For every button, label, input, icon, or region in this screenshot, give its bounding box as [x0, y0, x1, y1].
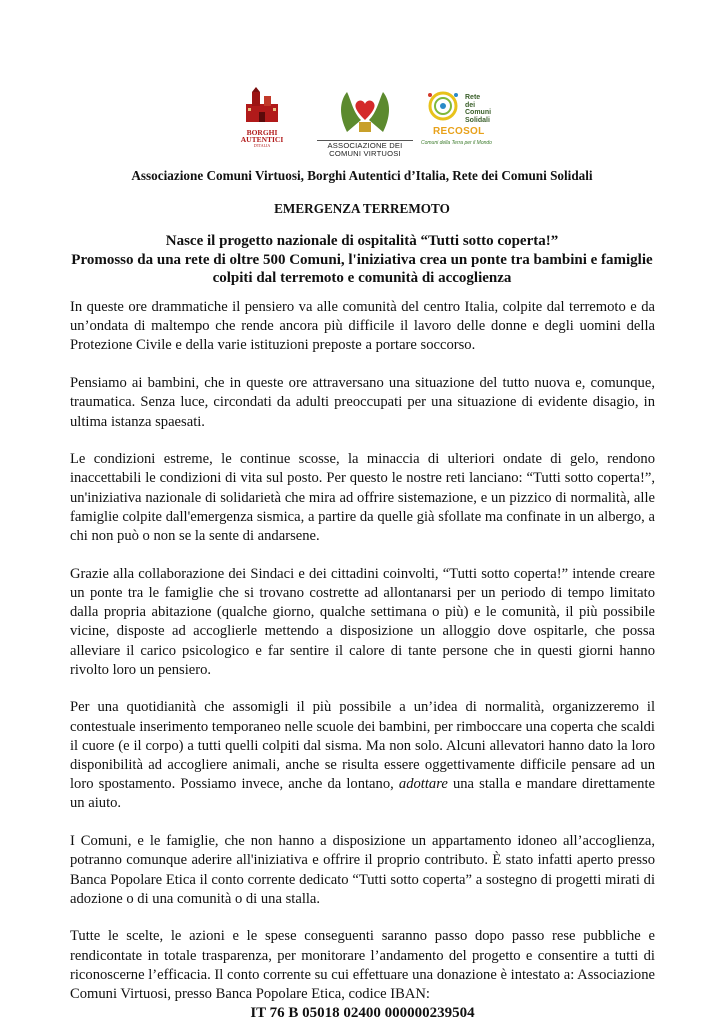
recosol-line3: Solidali — [465, 116, 490, 124]
paragraph-5-start: Per una quotidianità che assomigli il più possibile a un’idea di normalità, organizzeremo il contestuale inserimento temporaneo nelle scuole dei bambini, per rimboccare una coperta che scaldi il cuore (e il corpo) a tutti quelli colpiti dal sisma. Ma non solo. Alcuni allevatori hanno dato la loro disponibilità ad accogliere animali, anche se risulta essere oggettivamente difficile pensare ad un loro spostamento. Possiamo invece, anche da lontano, — [70, 699, 655, 793]
castle-icon — [238, 86, 286, 124]
paragraph-3: Le condizioni estreme, le continue scosse, la minaccia di ulteriori ondate di gelo, rendono inaccettabili le condizioni di vita sul posto. Per questo le nostre reti lanciano: “Tutti sotto coperta!”, un'iniziativa nazionale di solidarietà che mira ad offrire sistemazione, e un pizzico di normalità, alle famiglie colpite dall'emergenza sismica, a partire da quelle già sfollate ma confinate in un albergo, a chi non può o non se la sente di andarsene. — [70, 451, 655, 545]
logo-bar — [0, 86, 724, 156]
paragraph-5 — [70, 698, 655, 813]
borghi-line1: BORGHI — [246, 128, 278, 137]
paragraph-5-emphasis: adottare — [398, 776, 448, 793]
paragraph-2: Pensiamo ai bambini, che in queste ore attraversano una situazione del tutto nuova e, comunque, traumatica. Senza luce, circondati da adulti preoccupati per una situazione di evidente disagio, in ultima istanza spaesati. — [70, 375, 655, 430]
virtuosi-caption — [317, 140, 413, 158]
paragraph-5-end: una stalla e mandare direttamente un aiuto. — [70, 776, 655, 812]
virtuosi-line2: COMUNI VIRTUOSI — [329, 149, 401, 158]
headline — [70, 232, 654, 288]
section-title: EMERGENZA TERREMOTO — [274, 201, 450, 216]
headline-line2: Promosso da una rete di oltre 500 Comuni, l'iniziativa crea un ponte tra bambini e famiglie colpiti dal terremoto e comunità di accoglienza — [71, 251, 653, 286]
borghi-line3: D'ITALIA — [253, 143, 271, 148]
borghi-autentici-logo — [238, 86, 286, 148]
paragraph-1: In queste ore drammatiche il pensiero va alle comunità del centro Italia, colpite dal terremoto e da un’ondata di maltempo che rende ancora più difficile il lavoro delle donne e degli uomini della Protezione Civile e della varie istituzioni preposte a portare soccorso. — [70, 299, 655, 354]
recosol-line1: Rete — [465, 94, 481, 101]
recosol-name: RECOSOL — [433, 126, 485, 137]
organizations-line: Associazione Comuni Virtuosi, Borghi Autentici d’Italia, Rete dei Comuni Solidali — [131, 168, 593, 183]
headline-line1: Nasce il progetto nazionale di ospitalità “Tutti sotto coperta!” — [165, 233, 559, 249]
recosol-logo — [421, 86, 497, 146]
borghi-line2: AUTENTICI — [240, 135, 284, 144]
paragraph-7: Tutte le scelte, le azioni e le spese conseguenti saranno passo dopo passo rese pubbliche e rendicontate in totale trasparenza, per monitorare l’andamento del progetto e consentire a tutti di riconoscerne l’efficacia. Il conto corrente su cui effettuare una donazione è intestato a: Associazione Comuni Virtuosi, presso Banca Popolare Etica, codice IBAN: — [70, 928, 655, 1003]
recosol-tagline: Comuni della Terra per il Mondo — [421, 140, 492, 146]
iban-code: IT 76 B 05018 02400 000000239504 — [250, 1005, 475, 1022]
recosol-line2: dei Comuni — [465, 101, 492, 116]
sun-circle-icon — [421, 86, 465, 126]
recosol-rete-text — [465, 94, 497, 124]
comuni-virtuosi-logo — [317, 86, 413, 158]
hands-heart-icon — [317, 86, 413, 134]
virtuosi-line1: ASSOCIAZIONE DEI — [327, 141, 403, 150]
paragraph-4: Grazie alla collaborazione dei Sindaci e dei cittadini coinvolti, “Tutti sotto coperta!” intende creare un ponte tra le famiglie che si trovano costrette ad allontanarsi per un periodo di tempo limitato dalla propria abitazione (qualche giorno, qualche settimana o più) e le comunità, il più possibile vicine, disposte ad accoglierle mettendo a disposizione un alloggio dove ospitarle, che possa alleviare il carico psicologico e far sentire il calore di tante persone che in questi giorni hanno rivolto loro un pensiero. — [70, 565, 655, 678]
paragraph-6: I Comuni, e le famiglie, che non hanno a disposizione un appartamento idoneo all’accoglienza, potranno comunque aderire all'iniziativa e offrire il proprio contributo. È stato infatti aperto presso Banca Popolare Etica il conto corrente dedicato “Tutti sotto coperta” a sostegno di progetti mirati di adozione o di una comunità o di una stalla. — [70, 833, 655, 907]
body-text — [70, 298, 655, 1023]
